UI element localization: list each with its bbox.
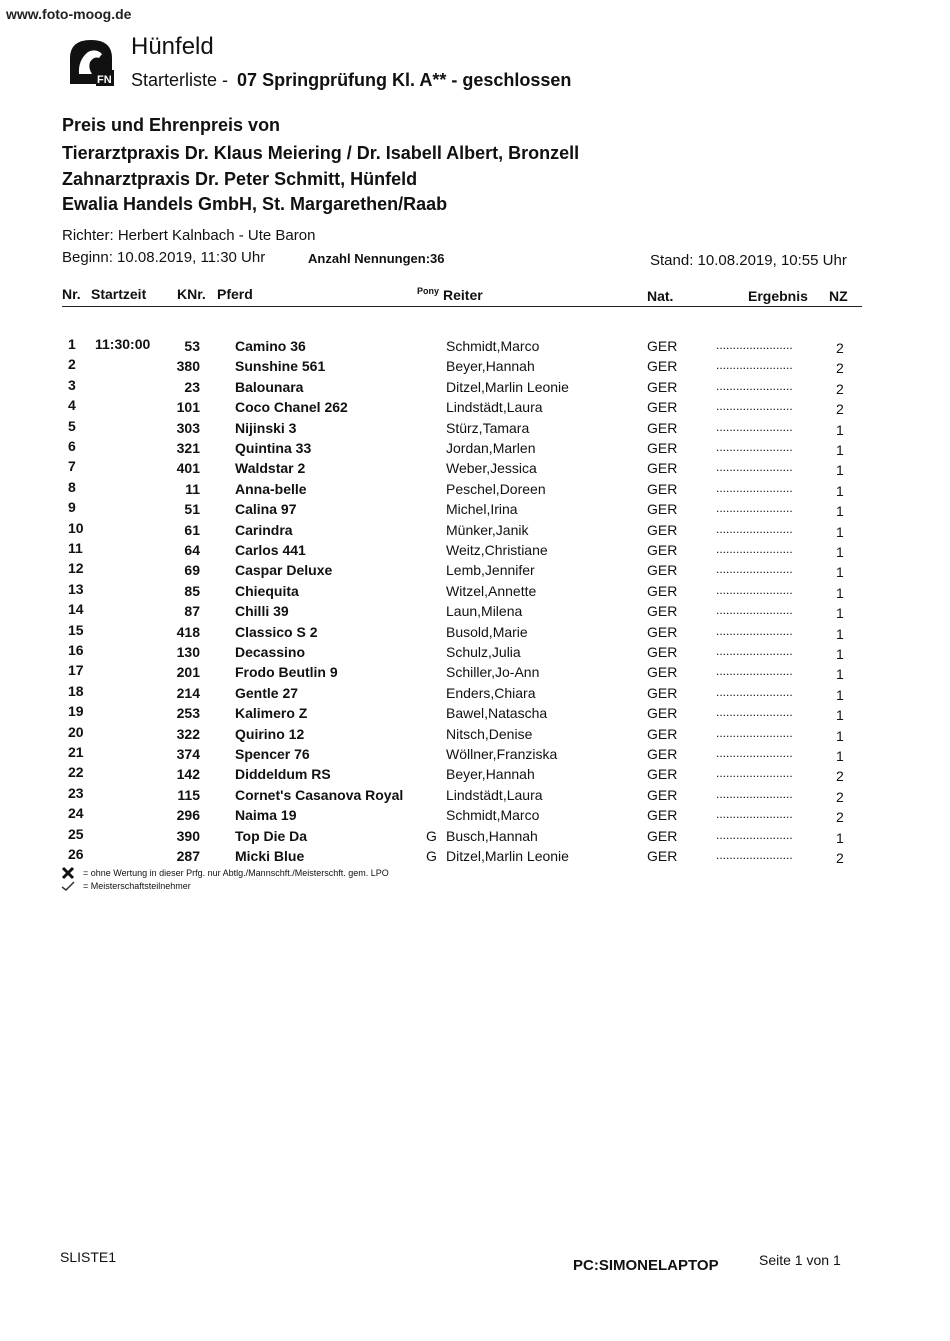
prize-line-1: Preis und Ehrenpreis von	[62, 115, 281, 135]
table-row	[0, 644, 950, 664]
cell-nr: 25	[68, 825, 84, 842]
cell-horse: Kalimero Z	[235, 705, 308, 722]
cell-rider: Schmidt,Marco	[446, 338, 540, 354]
cell-nr: 16	[68, 642, 84, 658]
cell-nz: 1	[836, 442, 844, 458]
cell-horse: Chiequita	[235, 582, 299, 599]
cell-result: .......................	[716, 562, 793, 577]
prize-line-2: Tierarztpraxis Dr. Klaus Meiering / Dr. Isabell Albert, Bronzell	[62, 143, 580, 163]
cell-knr: 253	[176, 705, 200, 722]
cell-nat: GER	[647, 603, 678, 620]
cell-result: .......................	[716, 848, 793, 862]
cell-result: .......................	[716, 827, 793, 842]
cell-nr: 22	[68, 764, 84, 781]
cell-knr: 85	[184, 582, 200, 599]
cell-nr: 21	[68, 744, 84, 760]
cell-nat: GER	[647, 807, 678, 824]
cell-result: .......................	[716, 746, 793, 760]
cell-nat: GER	[647, 725, 678, 742]
cell-knr: 321	[176, 440, 200, 456]
status-time: Stand: 10.08.2019, 10:55 Uhr	[650, 252, 847, 269]
cell-knr: 87	[184, 603, 200, 620]
cell-result: .......................	[716, 623, 793, 638]
cell-result: .......................	[716, 664, 793, 679]
cell-nz: 2	[836, 768, 844, 785]
cell-result: .......................	[716, 419, 793, 434]
cell-horse: Calina 97	[235, 501, 297, 518]
cell-result: .......................	[716, 725, 793, 740]
table-row	[0, 746, 950, 766]
table-row	[0, 682, 950, 705]
cell-rider: Lindstädt,Laura	[446, 786, 543, 803]
cell-nat: GER	[647, 644, 678, 660]
table-row	[0, 376, 950, 399]
cell-result: .......................	[716, 786, 793, 801]
cell-rider: Jordan,Marlen	[446, 440, 536, 456]
cell-knr: 418	[176, 623, 200, 640]
prize-line-4: Ewalia Handels GmbH, St. Margarethen/Raab	[62, 194, 448, 214]
cell-nat: GER	[647, 378, 678, 395]
cell-knr: 287	[176, 848, 200, 864]
competition-name: 07 Springprüfung Kl. A** - geschlossen	[237, 70, 572, 90]
cell-nat: GER	[647, 766, 678, 783]
cell-rider: Schiller,Jo-Ann	[446, 664, 540, 681]
cell-nat: GER	[647, 848, 678, 864]
cell-nz: 1	[836, 564, 844, 581]
cell-rider: Wöllner,Franziska	[446, 746, 558, 762]
footer-pc: PC:SIMONELAPTOP	[573, 1257, 719, 1274]
cell-knr: 101	[176, 399, 200, 416]
col-result: Ergebnis	[748, 288, 808, 304]
cell-horse: Micki Blue	[235, 848, 305, 864]
cell-nz: 2	[836, 788, 844, 805]
cell-nat: GER	[647, 399, 678, 416]
cell-nz: 2	[836, 850, 844, 866]
cell-rider: Ditzel,Marlin Leonie	[446, 378, 569, 395]
cell-nz: 1	[836, 544, 844, 560]
cell-nat: GER	[647, 460, 678, 477]
cell-horse: Nijinski 3	[235, 419, 297, 436]
cell-rider: Peschel,Doreen	[446, 480, 546, 497]
cell-nz: 2	[836, 340, 844, 356]
cell-nr: 6	[68, 438, 76, 454]
cell-horse: Cornet's Casanova Royal	[235, 786, 404, 803]
col-knr: KNr.	[177, 286, 206, 302]
table-row	[0, 501, 950, 521]
start-time: Beginn: 10.08.2019, 11:30 Uhr	[62, 249, 266, 266]
cell-horse: Classico S 2	[235, 623, 318, 640]
list-label: Starterliste -	[131, 70, 229, 90]
footer-page: Seite 1 von 1	[759, 1252, 841, 1268]
fn-logo-text: FN	[97, 74, 112, 86]
legend-championship: = Meisterschaftsteilnehmer	[83, 881, 191, 891]
cell-rider: Schmidt,Marco	[446, 807, 540, 824]
cell-horse: Anna-belle	[235, 480, 307, 497]
cell-horse: Frodo Beutlin 9	[235, 664, 338, 681]
cell-horse: Camino 36	[235, 338, 306, 354]
cell-result: .......................	[716, 501, 793, 516]
cell-nr: 18	[68, 682, 84, 699]
cell-nat: GER	[647, 358, 678, 375]
cell-result: .......................	[716, 338, 793, 352]
table-row	[0, 807, 950, 827]
cell-knr: 11	[185, 480, 200, 497]
cell-rider: Bawel,Natascha	[446, 705, 548, 722]
legend-no-rating: = ohne Wertung in dieser Prfg. nur Abtlg./Mannschft./Meisterschft. gem. LPO	[83, 868, 389, 878]
cell-nz: 1	[836, 523, 844, 540]
table-row	[0, 621, 950, 644]
cell-result: .......................	[716, 440, 793, 454]
table-row	[0, 825, 950, 848]
cell-nr: 1	[68, 336, 76, 352]
cell-rider: Lemb,Jennifer	[446, 562, 535, 579]
cell-nz: 1	[836, 707, 844, 724]
cell-nr: 19	[68, 703, 84, 720]
cell-nat: GER	[647, 623, 678, 640]
cell-nat: GER	[647, 338, 678, 354]
watermark: www.foto-moog.de	[6, 6, 132, 22]
cell-pony: G	[426, 827, 437, 844]
table-row	[0, 399, 950, 419]
cell-nz: 2	[836, 401, 844, 418]
no-rating-icon	[61, 866, 75, 880]
cell-nr: 23	[68, 784, 84, 801]
table-row	[0, 664, 950, 684]
cell-nat: GER	[647, 684, 678, 701]
cell-result: .......................	[716, 766, 793, 781]
cell-rider: Lindstädt,Laura	[446, 399, 543, 416]
cell-nat: GER	[647, 542, 678, 558]
col-nr: Nr.	[62, 286, 81, 302]
cell-nr: 20	[68, 723, 84, 740]
cell-nr: 3	[68, 376, 76, 393]
cell-nat: GER	[647, 521, 678, 538]
cell-nr: 9	[68, 499, 76, 516]
header-rule	[62, 306, 862, 307]
cell-result: .......................	[716, 807, 793, 822]
cell-rider: Enders,Chiara	[446, 684, 536, 701]
cell-nz: 1	[836, 686, 844, 703]
cell-knr: 303	[176, 419, 200, 436]
cell-nz: 1	[836, 625, 844, 642]
table-row	[0, 460, 950, 480]
cell-rider: Ditzel,Marlin Leonie	[446, 848, 569, 864]
cell-nat: GER	[647, 746, 678, 762]
cell-horse: Decassino	[235, 644, 306, 660]
cell-nz: 1	[836, 666, 844, 683]
cell-horse: Quirino 12	[235, 725, 305, 742]
cell-nr: 4	[68, 397, 76, 414]
col-pony: Pony	[417, 286, 440, 296]
table-row	[0, 603, 950, 623]
town-title: Hünfeld	[131, 33, 214, 60]
cell-result: .......................	[716, 603, 793, 618]
cell-knr: 115	[177, 786, 200, 803]
table-row	[0, 519, 950, 542]
table-row	[0, 440, 950, 460]
cell-rider: Beyer,Hannah	[446, 766, 535, 783]
col-nat: Nat.	[647, 288, 674, 304]
cell-nz: 1	[836, 421, 844, 438]
cell-nr: 7	[68, 458, 76, 475]
cell-nr: 12	[68, 560, 84, 577]
cell-knr: 374	[176, 746, 200, 762]
cell-horse: Naima 19	[235, 807, 297, 824]
cell-result: .......................	[716, 480, 793, 495]
cell-nr: 15	[68, 621, 84, 638]
cell-nz: 2	[836, 360, 844, 377]
cell-nz: 1	[836, 829, 844, 846]
table-row	[0, 848, 950, 868]
cell-nat: GER	[647, 501, 678, 518]
cell-result: .......................	[716, 521, 793, 536]
cell-nz: 1	[836, 462, 844, 479]
entries-count: Anzahl Nennungen:36	[308, 251, 445, 266]
table-row	[0, 723, 950, 746]
cell-nat: GER	[647, 480, 678, 497]
cell-knr: 61	[184, 521, 200, 538]
cell-knr: 390	[176, 827, 200, 844]
cell-nat: GER	[647, 440, 678, 456]
table-row	[0, 338, 950, 358]
col-pony-rider	[417, 287, 483, 303]
cell-knr: 214	[176, 684, 200, 701]
cell-horse: Balounara	[235, 378, 304, 395]
cell-knr: 130	[176, 644, 200, 660]
prize-line-3: Zahnarztpraxis Dr. Peter Schmitt, Hünfeld	[62, 169, 418, 189]
cell-rider: Witzel,Annette	[446, 582, 537, 599]
cell-nr: 10	[68, 519, 84, 536]
cell-knr: 201	[176, 664, 200, 681]
col-rider: Reiter	[443, 287, 483, 303]
cell-result: .......................	[716, 684, 793, 699]
cell-rider: Busold,Marie	[446, 623, 528, 640]
cell-result: .......................	[716, 644, 793, 658]
cell-nat: GER	[647, 705, 678, 722]
table-row	[0, 417, 950, 440]
table-row	[0, 562, 950, 582]
cell-knr: 64	[184, 542, 200, 558]
cell-horse: Spencer 76	[235, 746, 310, 762]
cell-rider: Beyer,Hannah	[446, 358, 535, 375]
cell-nr: 14	[68, 601, 84, 618]
table-row	[0, 358, 950, 378]
footer-list-id: SLISTE1	[60, 1249, 117, 1265]
cell-rider: Stürz,Tamara	[446, 419, 530, 436]
table-row	[0, 478, 950, 501]
cell-rider: Busch,Hannah	[446, 827, 538, 844]
cell-result: .......................	[716, 378, 793, 393]
cell-result: .......................	[716, 705, 793, 720]
cell-result: .......................	[716, 460, 793, 475]
cell-rider: Michel,Irina	[446, 501, 518, 518]
cell-nat: GER	[647, 419, 678, 436]
cell-horse: Chilli 39	[235, 603, 289, 620]
cell-horse: Caspar Deluxe	[235, 562, 333, 579]
cell-rider: Nitsch,Denise	[446, 725, 533, 742]
cell-nat: GER	[647, 562, 678, 579]
cell-knr: 142	[176, 766, 200, 783]
cell-knr: 322	[176, 725, 200, 742]
cell-time: 11:30:00	[95, 336, 151, 352]
cell-nr: 2	[68, 356, 76, 373]
cell-horse: Gentle 27	[235, 684, 299, 701]
cell-result: .......................	[716, 358, 793, 373]
cell-rider: Weitz,Christiane	[446, 542, 548, 558]
cell-nz: 1	[836, 503, 844, 520]
col-nz: NZ	[829, 288, 848, 304]
cell-horse: Carlos 441	[235, 542, 306, 558]
cell-rider: Weber,Jessica	[446, 460, 537, 477]
cell-nr: 11	[68, 540, 83, 556]
cell-rider: Schulz,Julia	[446, 644, 521, 660]
cell-result: .......................	[716, 582, 793, 597]
cell-nz: 1	[836, 482, 844, 499]
cell-nz: 1	[836, 727, 844, 744]
cell-horse: Waldstar 2	[235, 460, 306, 477]
cell-horse: Carindra	[235, 521, 293, 538]
table-row	[0, 766, 950, 786]
cell-knr: 69	[184, 562, 200, 579]
cell-horse: Quintina 33	[235, 440, 312, 456]
col-horse: Pferd	[217, 286, 253, 302]
cell-nz: 1	[836, 584, 844, 601]
cell-knr: 401	[176, 460, 200, 477]
table-row	[0, 542, 950, 562]
cell-nat: GER	[647, 664, 678, 681]
cell-knr: 51	[184, 501, 200, 518]
cell-nr: 13	[68, 580, 84, 597]
cell-nat: GER	[647, 786, 678, 803]
cell-nat: GER	[647, 582, 678, 599]
col-time: Startzeit	[91, 286, 147, 302]
cell-nz: 1	[836, 748, 844, 764]
table-row	[0, 580, 950, 603]
cell-nr: 24	[68, 805, 84, 822]
cell-nz: 2	[836, 809, 844, 826]
table-row	[0, 784, 950, 807]
cell-pony: G	[426, 848, 437, 864]
cell-nz: 2	[836, 380, 844, 397]
cell-rider: Laun,Milena	[446, 603, 523, 620]
cell-horse: Top Die Da	[235, 827, 308, 844]
cell-knr: 380	[176, 358, 200, 375]
cell-nr: 5	[68, 417, 76, 434]
cell-horse: Coco Chanel 262	[235, 399, 348, 416]
cell-nr: 8	[68, 478, 76, 495]
judges: Richter: Herbert Kalnbach - Ute Baron	[62, 227, 316, 244]
cell-knr: 23	[184, 378, 200, 395]
cell-result: .......................	[716, 399, 793, 414]
cell-result: .......................	[716, 542, 793, 556]
cell-knr: 53	[184, 338, 200, 354]
cell-nr: 26	[68, 846, 84, 862]
cell-nz: 1	[836, 605, 844, 622]
cell-horse: Sunshine 561	[235, 358, 326, 375]
table-row	[0, 705, 950, 725]
cell-horse: Diddeldum RS	[235, 766, 331, 783]
cell-nr: 17	[68, 662, 84, 679]
cell-rider: Münker,Janik	[446, 521, 529, 538]
championship-check-icon	[61, 880, 75, 892]
cell-knr: 296	[176, 807, 200, 824]
list-subtitle	[131, 70, 571, 91]
cell-nz: 1	[836, 646, 844, 662]
cell-nat: GER	[647, 827, 678, 844]
